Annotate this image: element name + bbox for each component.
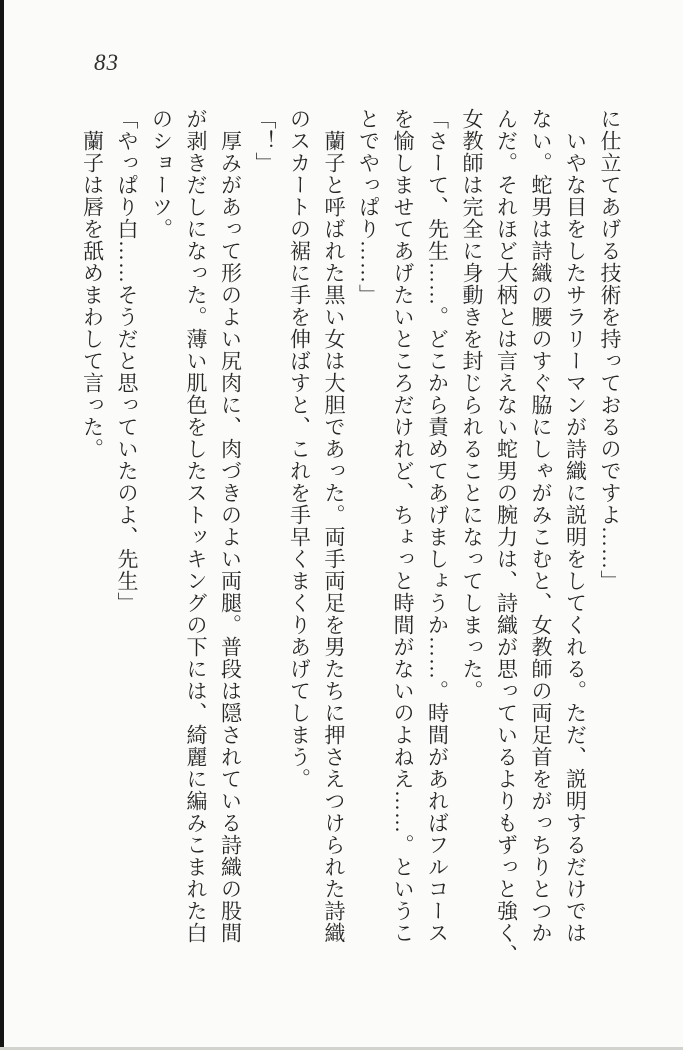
- page-text: [75, 108, 627, 966]
- text-column: 「！」: [253, 108, 277, 174]
- text-column: に仕立てあげる技術を持っておるのですよ……」: [598, 108, 622, 592]
- text-column: のスカートの裾に手を伸ばすと、これを手早くまくりあげてしまう。: [287, 108, 312, 790]
- text-column: のショーツ。: [149, 108, 174, 240]
- text-column: 蘭子と呼ばれた黒い女は大胆であった。両手両足を男たちに押さえつけられた詩織: [322, 108, 346, 944]
- text-column: 「さーて、先生……。どこから責めてあげましょうか……。時間があればフルコース: [425, 108, 450, 944]
- text-column: ない。蛇男は詩織の腰のすぐ脇にしゃがみこむと、女教師の両足首をがっちりとつか: [529, 108, 553, 944]
- text-column: が剥きだしになった。薄い肌色をしたストッキングの下には、綺麗に編みこまれた白: [184, 108, 208, 944]
- text-column: んだ。それほど大柄とは言えない蛇男の腕力は、詩織が思っているよりもずっと強く、: [494, 108, 519, 966]
- text-column: を愉しませてあげたいところだけれど、ちょっと時間がないのよねえ……。というこ: [391, 108, 415, 944]
- text-column: とでやっぱり……」: [356, 108, 381, 306]
- text-column: 「やっぱり白……そうだと思っていたのよ、先生」: [115, 108, 139, 614]
- scan-edge-left: [0, 0, 4, 1050]
- text-column: 女教師は完全に身動きを封じられることになってしまった。: [460, 108, 484, 702]
- text-column: 厚みがあって形のよい尻肉に、肉づきのよい両腿。普段は隠されている詩織の股間: [218, 108, 243, 944]
- page-number: 83: [94, 50, 119, 75]
- text-column: 蘭子は唇を舐めまわして言った。: [80, 108, 105, 460]
- text-column: いやな目をしたサラリーマンが詩織に説明をしてくれる。ただ、説明するだけでは: [563, 108, 588, 944]
